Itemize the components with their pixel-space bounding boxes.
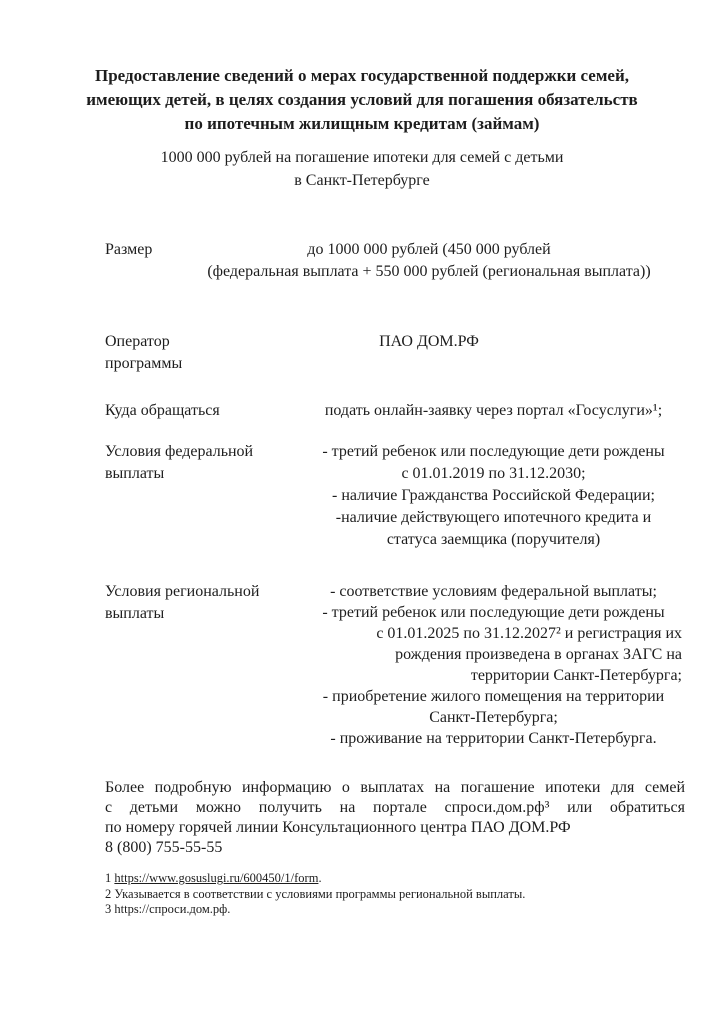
text-line: - соответствие условиям федеральной выплаты;	[330, 583, 657, 600]
text-line: -наличие действующего ипотечного кредита и	[335, 509, 652, 526]
text-line: статуса заемщика (поручителя)	[386, 531, 601, 548]
text-line: Более подробную информацию о выплатах на погашение ипотеки для семей	[105, 779, 685, 796]
text-line: 8 (800) 755-55-55	[105, 839, 223, 856]
document-title	[0, 64, 724, 136]
row-federal-conditions-label	[105, 441, 300, 485]
text-line: по номеру горячей линии Консультационного центра ПАО ДОМ.РФ	[105, 819, 571, 836]
text-line: (федеральная выплата + 550 000 рублей (региональная выплата))	[207, 263, 651, 280]
text-line: с детьми можно получить на портале спроси.дом.рф³ или обратиться	[105, 799, 685, 816]
footnote-1-gosuslugi-link[interactable]: https://www.gosuslugi.ru/600450/1/form	[114, 871, 319, 885]
text-line: Куда обращаться	[105, 402, 220, 419]
text-line: Оператор	[105, 333, 170, 350]
footnote-1-marker: 1	[105, 871, 112, 885]
text-line: Предоставление сведений о мерах государственной поддержки семей,	[94, 66, 630, 85]
row-regional-conditions-content	[305, 581, 682, 749]
footnote-2-marker: 2	[105, 886, 112, 901]
text-line: подать онлайн-заявку через портал «Госуслуги»¹;	[324, 402, 663, 419]
text-line: - приобретение жилого помещения на территории	[322, 688, 665, 705]
footnote-1-suffix: .	[318, 871, 322, 885]
text-line: по ипотечным жилищным кредитам (займам)	[184, 114, 540, 133]
text-line: ПАО ДОМ.РФ	[379, 333, 479, 350]
row-where-to-apply-label	[105, 400, 300, 422]
text-line: программы	[105, 355, 183, 372]
footer-paragraph	[105, 778, 685, 858]
text-line: выплаты	[105, 605, 165, 622]
footnote-3-text: https://спроси.дом.рф.	[114, 902, 231, 916]
text-line: в Санкт-Петербурге	[294, 172, 430, 189]
footnote-1	[105, 871, 685, 887]
text-line: территории Санкт-Петербурга;	[470, 667, 682, 684]
text-line: с 01.01.2019 по 31.12.2030;	[401, 465, 586, 482]
footnote-3	[105, 902, 685, 918]
text-line: Условия федеральной	[105, 443, 254, 460]
document-subtitle	[0, 146, 724, 192]
row-federal-conditions-content	[305, 441, 682, 551]
text-line: с 01.01.2025 по 31.12.2027² и регистрация их	[376, 625, 682, 642]
text-line: - третий ребенок или последующие дети рождены	[322, 443, 665, 460]
row-size-content	[185, 239, 673, 283]
text-line: Размер	[105, 241, 153, 258]
row-regional-conditions-label	[105, 581, 300, 625]
text-line: имеющих детей, в целях создания условий для погашения обязательств	[86, 90, 638, 109]
row-operator-content	[185, 331, 673, 353]
text-line: - третий ребенок или последующие дети рождены	[322, 604, 665, 621]
text-line: Санкт-Петербурга;	[429, 709, 558, 726]
footnote-3-marker: 3	[105, 902, 112, 916]
footnotes	[105, 871, 685, 918]
text-line: выплаты	[105, 465, 165, 482]
row-where-to-apply-content	[305, 400, 682, 422]
text-line: - проживание на территории Санкт-Петербурга.	[330, 730, 657, 747]
footnote-2	[105, 887, 685, 903]
text-line: до 1000 000 рублей (450 000 рублей	[307, 241, 551, 258]
text-line: Условия региональной	[105, 583, 260, 600]
text-line: - наличие Гражданства Российской Федерации;	[332, 487, 655, 504]
text-line: 1000 000 рублей на погашение ипотеки для семей с детьми	[160, 149, 564, 166]
footnote-2-text: Указывается в соответствии с условиями программы региональной выплаты.	[114, 886, 526, 901]
text-line: рождения произведена в органах ЗАГС на	[395, 646, 682, 663]
